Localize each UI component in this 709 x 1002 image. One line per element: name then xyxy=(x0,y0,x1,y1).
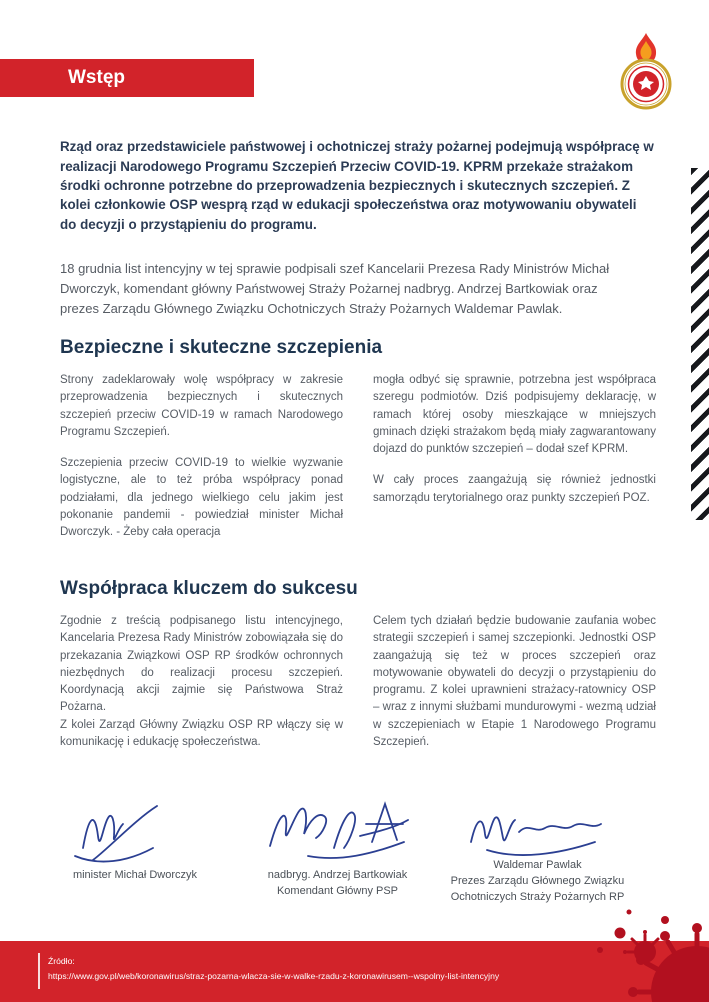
source-label: Źródło: xyxy=(48,956,75,966)
paragraph: Zgodnie z treścią podpisanego listu intencyjnego, Kancelaria Prezesa Rady Ministrów zobowiązała się do przekazania Związkowi OSP RP środków ochronnych niezbędnych do realizacji procesu szczepień. Koordynacją akcji zajmie się Państwowa Straż Pożarna. xyxy=(60,615,343,714)
footer-source xyxy=(48,954,499,983)
diagonal-dashes-decoration xyxy=(691,168,709,520)
section-columns xyxy=(60,372,656,541)
signature-block-bartkowiak xyxy=(240,788,435,900)
signature-caption: nadbryg. Andrzej Bartkowiak xyxy=(267,869,408,881)
paragraph: W cały proces zaangażują się również jednostki samorządu terytorialnego oraz punkty szczepień POZ. xyxy=(373,474,656,504)
signature-caption: Prezes Zarządu Głównego Związku xyxy=(450,874,625,887)
column-left xyxy=(60,372,343,541)
intro-paragraph: 18 grudnia list intencyjny w tej sprawie podpisali szef Kancelarii Prezesa Rady Ministrów Michał Dworczyk, komendant główny Państwowej Straży Pożarnej nadbryg. Andrzej Bartkowiak oraz prezes Zarządu Głównego Związku Ochotniczych Straży Pożarnych Waldemar Pawlak. xyxy=(60,261,610,317)
signature-block-dworczyk xyxy=(40,796,230,884)
paragraph: mogła odbyć się sprawnie, potrzebna jest współpraca szeregu podmiotów. Dziś podpisujemy deklarację, w ramach której osoby mieszkające w mniejszych gminach dzięki strażakom będą miały zagwarantowany dojazd do punktów szczepień – dodał szef KPRM. xyxy=(373,374,656,455)
signature-dworczyk-icon xyxy=(55,796,215,868)
column-left xyxy=(60,613,343,751)
paragraph: Strony zadeklarowały wolę współpracy w zakresie przeprowadzenia bezpiecznych i skutecznych szczepień przeciw COVID-19 w ramach Narodowego Programu Szczepień. xyxy=(60,374,343,438)
signature-bartkowiak-icon xyxy=(248,788,428,868)
signature-caption: Waldemar Pawlak xyxy=(493,859,582,871)
section-ribbon xyxy=(0,59,254,97)
ribbon-label: Wstęp xyxy=(68,67,125,88)
paragraph: Z kolei Zarząd Główny Związku OSP RP włączy się w komunikację i edukację społeczeństwa. xyxy=(60,718,343,748)
source-url-link[interactable]: https://www.gov.pl/web/koronawirus/straz-pozarna-wlacza-sie-w-walke-rzadu-z-koronawirusem--wspolny-list-intencyjny xyxy=(48,970,500,981)
column-right xyxy=(373,372,656,541)
signature-caption: Komendant Główny PSP xyxy=(276,884,399,897)
section-columns xyxy=(60,613,656,751)
section-title-cooperation: Współpraca kluczem do sukcesu xyxy=(60,578,358,599)
paragraph: Celem tych działań będzie budowanie zaufania wobec strategii szczepień i samej szczepionki. Jednostki OSP zaangażują się też w proces szczepień oraz motywowanie obywateli do decyzji o przystąpieniu do programu. Z kolei uprawnieni strażacy-ratownicy OSP – wraz z innymi służbami mundurowymi - wezmą udział w szczepieniach w Etapie 1 Narodowego Programu Szczepień. xyxy=(373,615,656,748)
fire-brigade-emblem-icon xyxy=(609,32,683,112)
signature-pawlak-icon xyxy=(453,800,623,858)
section-title-vaccinations: Bezpieczne i skuteczne szczepienia xyxy=(60,337,383,358)
signature-caption: Ochotniczych Straży Pożarnych RP xyxy=(450,890,625,903)
footer-divider xyxy=(38,953,40,989)
column-right xyxy=(373,613,656,751)
lead-paragraph: Rząd oraz przedstawiciele państwowej i ochotniczej straży pożarnej podejmują współpracę w realizacji Narodowego Programu Szczepień Przeciw COVID-19. KPRM przekaże strażakom środki ochronne potrzebne do przeprowadzenia bezpiecznych i skutecznych szczepień. Z kolei członkowie OSP wesprą rząd w edukacji społeczeństwa oraz motywowaniu obywateli do decyzji o przystąpieniu do programu. xyxy=(60,139,654,232)
paragraph: Szczepienia przeciw COVID-19 to wielkie wyzwanie logistyczne, ale to też próba współpracy ponad podziałami, dla jednego wielkiego celu jakim jest pokonanie pandemii - powiedział minister Michał Dworczyk. - Żeby cała operacja xyxy=(60,457,343,538)
coronavirus-icon xyxy=(559,852,709,1002)
signature-caption: minister Michał Dworczyk xyxy=(72,869,198,881)
